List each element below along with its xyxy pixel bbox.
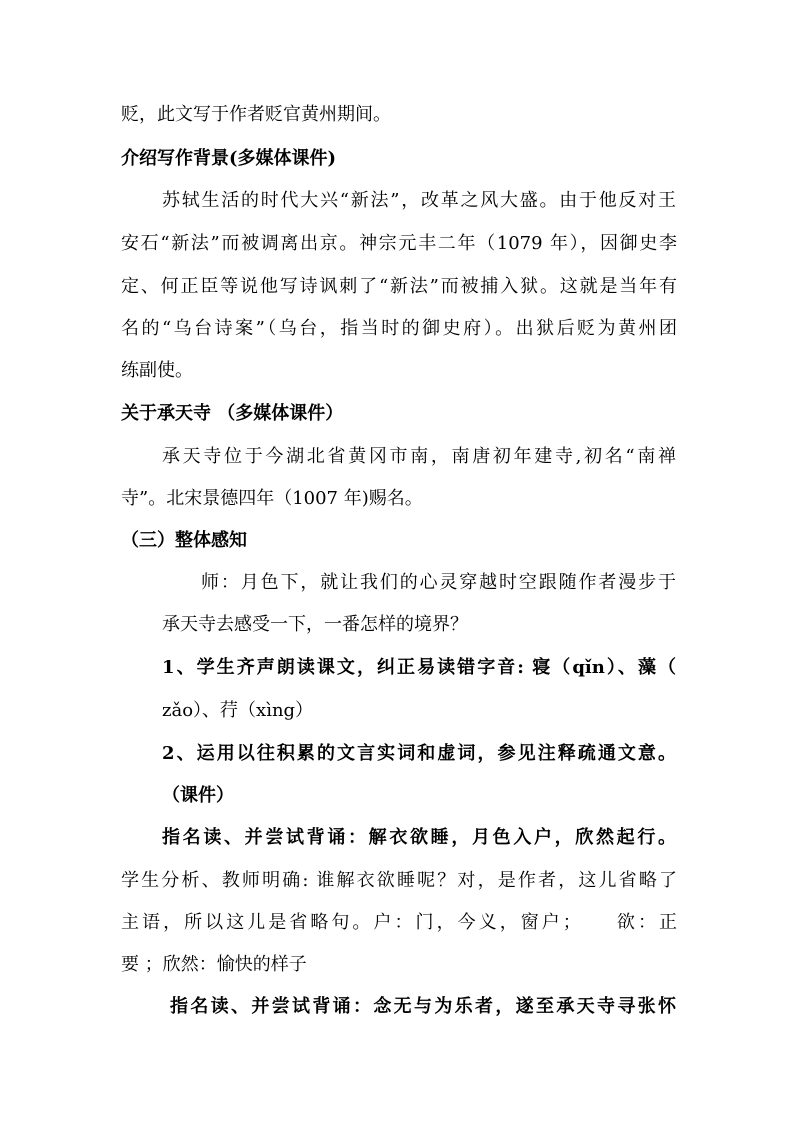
paragraph-background-line-2: 安石“新法”而被调离出京。神宗元丰二年（1079 年），因御史李 [121,233,677,254]
step-1-reading-line-1: 1、学生齐声朗读课文，纠正易读错字音: 寝（qǐn）、藻（ [162,657,676,678]
paragraph-temple-line-1: 承天寺位于今湖北省黄冈市南，南唐初年建寺,初名“南禅 [162,446,676,467]
paragraph-background-line-4: 名的“乌台诗案”（乌台，指当时的御史府）。出狱后贬为黄州团 [121,318,677,339]
section-heading-overall-perception: （三）整体感知 [121,530,247,551]
recitation-sentence-1: 指名读、并尝试背诵：解衣欲睡，月色入户，欣然起行。 [162,827,676,848]
text-line-intro-end: 贬，此文写于作者贬官黄州期间。 [121,104,391,125]
paragraph-temple-line-2: 寺”。北宋景德四年（1007 年)赐名。 [121,488,423,509]
teacher-intro-line-1: 师：月色下，就让我们的心灵穿越时空跟随作者漫步于 [201,572,676,593]
recitation-sentence-2: 指名读、并尝试背诵：念无与为乐者，遂至承天寺寻张怀 [170,996,676,1017]
step-2-courseware-note: （课件） [162,785,234,806]
analysis-line-2: 主语，所以这儿是省略句。户：门，今义，窗户； 欲：正 [121,912,677,933]
section-heading-chengtian-temple: 关于承天寺 （多媒体课件） [121,403,344,424]
paragraph-background-line-3: 定、何正臣等说他写诗讽刺了“新法”而被捕入狱。这就是当年有 [121,276,677,297]
analysis-line-1: 学生分析、教师明确: 谁解衣欲睡呢？对，是作者，这儿省略了 [121,870,677,891]
teacher-intro-line-2: 承天寺去感受一下，一番怎样的境界？ [162,614,468,635]
step-2-translation: 2、运用以往积累的文言实词和虚词，参见注释疏通文意。 [162,743,676,764]
paragraph-background-line-1: 苏轼生活的时代大兴“新法”，改革之风大盛。由于他反对王 [162,190,676,211]
section-heading-writing-background: 介绍写作背景(多媒体课件) [121,148,337,169]
step-1-reading-line-2: zǎo）、荇（xìng） [162,700,314,721]
paragraph-background-line-5: 练副使。 [121,360,193,381]
analysis-line-3: 要 ；欣然：愉快的样子 [121,954,307,975]
